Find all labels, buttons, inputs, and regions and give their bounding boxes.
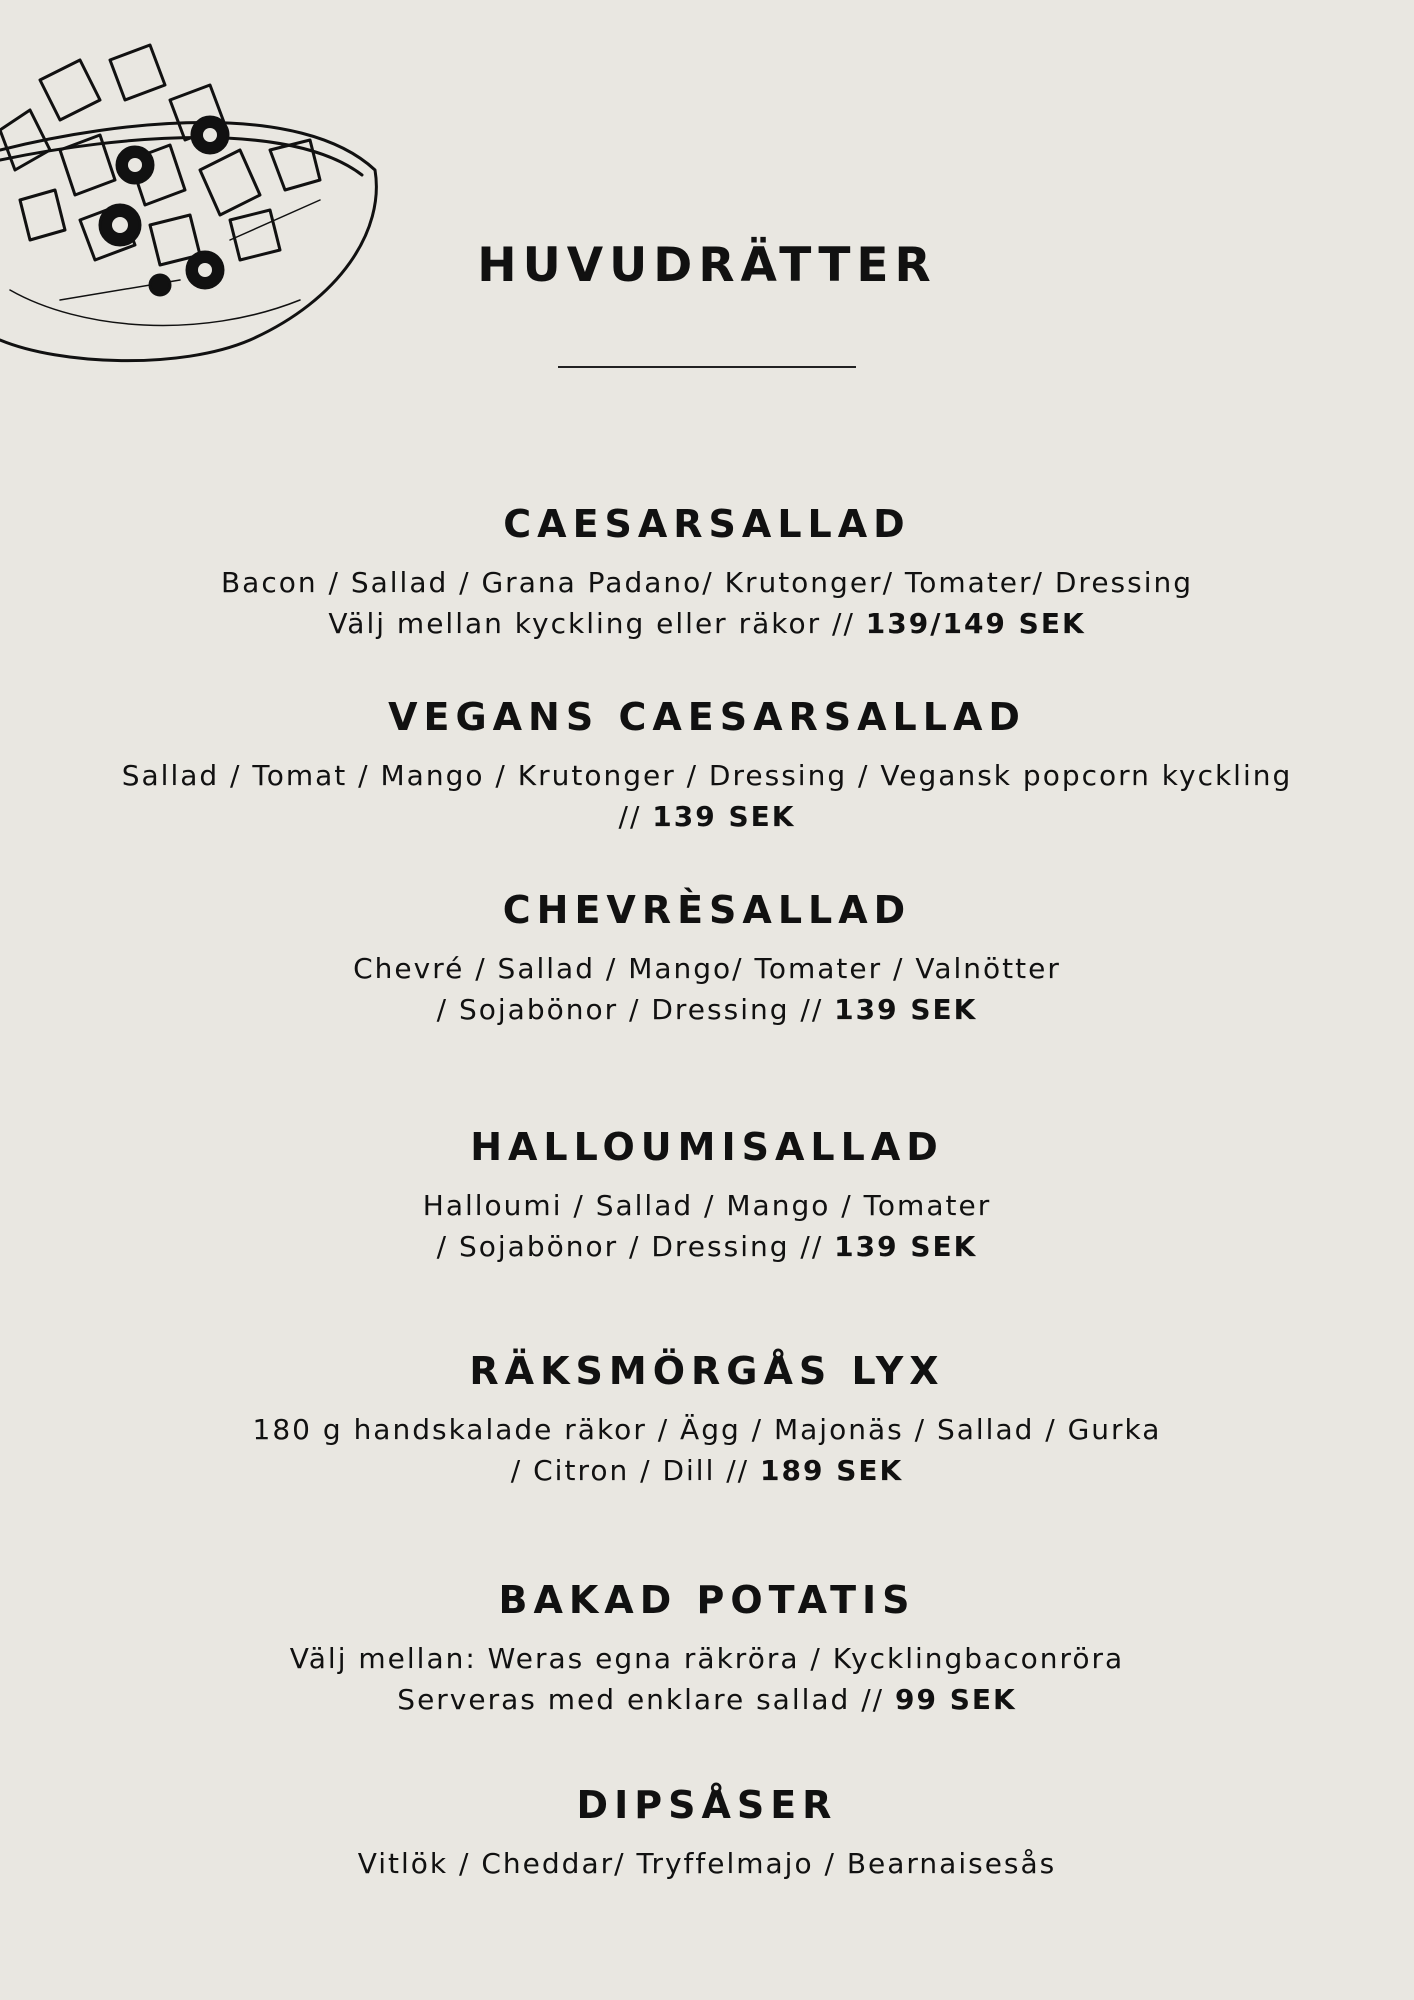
menu-item-description [0,562,1414,644]
menu-item-price: 139 SEK [834,993,978,1026]
menu-item-halloumisallad [0,1123,1414,1267]
menu-item-price: 189 SEK [760,1454,904,1487]
description-line: Bacon / Sallad / Grana Padano/ Krutonger/ Tomater/ Dressing [220,566,1194,599]
menu-item-name: CAESARSALLAD [503,502,911,546]
salad-bowl-illustration-icon [0,40,390,370]
menu-item-description [0,1185,1414,1267]
menu-item-name: CHEVRÈSALLAD [502,888,912,932]
menu-item-name: BAKAD POTATIS [498,1578,916,1622]
menu-item-price: 139 SEK [834,1230,978,1263]
menu-item-description [0,755,1414,837]
menu-item-raksmorgas-lyx [0,1347,1414,1491]
menu-item-vegans-caesarsallad [0,693,1414,837]
description-line: / Sojabönor / Dressing // 139 SEK [436,993,978,1026]
menu-item-dipsaser [0,1781,1414,1884]
description-line: Halloumi / Sallad / Mango / Tomater [422,1189,992,1222]
description-line: 180 g handskalade räkor / Ägg / Majonäs / Sallad / Gurka [252,1413,1162,1446]
menu-item-price: 139 SEK [652,800,796,833]
description-line: Serveras med enklare sallad // 99 SEK [397,1683,1017,1716]
title-divider [558,366,856,368]
description-line: / Sojabönor / Dressing // 139 SEK [436,1230,978,1263]
menu-item-bakad-potatis [0,1576,1414,1720]
menu-item-name: RÄKSMÖRGÅS LYX [469,1349,945,1393]
page-title: HUVUDRÄTTER [477,238,937,293]
menu-item-name: DIPSÅSER [576,1783,838,1827]
menu-item-caesarsallad [0,500,1414,644]
description-line: // 139 SEK [618,800,796,833]
menu-item-chevresallad [0,886,1414,1030]
menu-item-description [0,1409,1414,1491]
menu-item-price: 139/149 SEK [865,607,1086,640]
description-line: Vitlök / Cheddar/ Tryffelmajo / Bearnaisesås [357,1847,1057,1880]
description-line: / Citron / Dill // 189 SEK [510,1454,904,1487]
description-line: Välj mellan: Weras egna räkröra / Kycklingbaconröra [289,1642,1125,1675]
menu-item-price: 99 SEK [895,1683,1017,1716]
menu-item-name: HALLOUMISALLAD [470,1125,944,1169]
description-line: Chevré / Sallad / Mango/ Tomater / Valnötter [353,952,1061,985]
menu-item-description [0,1638,1414,1720]
description-line: Välj mellan kyckling eller räkor // 139/149 SEK [328,607,1086,640]
menu-item-description [0,1843,1414,1884]
menu-item-description [0,948,1414,1030]
description-line: Sallad / Tomat / Mango / Krutonger / Dressing / Vegansk popcorn kyckling [121,759,1293,792]
menu-item-name: VEGANS CAESARSALLAD [388,695,1026,739]
